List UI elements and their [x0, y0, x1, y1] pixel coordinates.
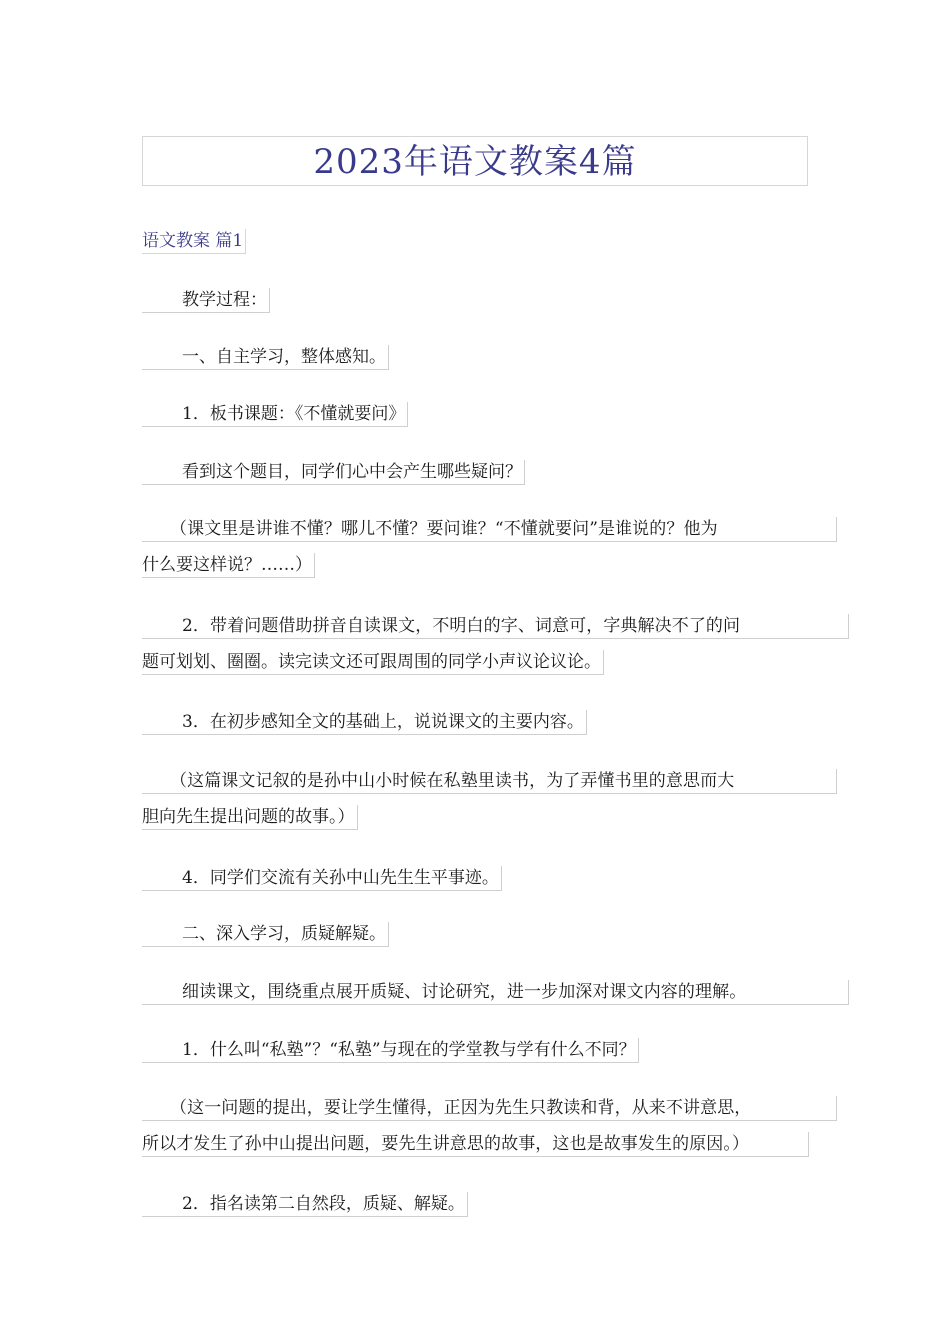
paragraph [142, 345, 389, 381]
paragraph-line: （这篇课文记叙的是孙中山小时候在私塾里读书，为了弄懂书里的意思而大 [142, 769, 837, 794]
paragraph [142, 1192, 468, 1228]
paragraph [142, 980, 849, 1016]
paragraph [142, 769, 837, 841]
paragraph-line: 教学过程： [142, 288, 270, 313]
paragraph [142, 614, 849, 686]
paragraph-line: （这一问题的提出，要让学生懂得，正因为先生只教读和背，从来不讲意思， [142, 1096, 837, 1121]
paragraph-line: 1．什么叫“私塾”？“私塾”与现在的学堂教与学有什么不同？ [142, 1038, 639, 1063]
paragraph-line: 1．板书课题：《不懂就要问》 [142, 402, 408, 427]
document-title: 2023年语文教案4篇 [313, 142, 637, 182]
paragraph-line: 一、自主学习，整体感知。 [142, 345, 389, 370]
paragraph-line: 什么要这样说？……） [142, 553, 315, 578]
paragraph-line: 2．指名读第二自然段，质疑、解疑。 [142, 1192, 468, 1217]
paragraph [142, 1038, 639, 1074]
paragraph [142, 288, 270, 324]
paragraph [142, 922, 389, 958]
paragraph-line: 题可划划、圈圈。读完读文还可跟周围的同学小声议论议论。 [142, 650, 604, 675]
title-box [142, 136, 808, 186]
paragraph-line: 二、深入学习，质疑解疑。 [142, 922, 389, 947]
paragraph-line: （课文里是讲谁不懂？哪儿不懂？要问谁？“不懂就要问”是谁说的？他为 [142, 517, 837, 542]
paragraph-line: 细读课文，围绕重点展开质疑、讨论研究，进一步加深对课文内容的理解。 [142, 980, 849, 1005]
paragraph-line: 所以才发生了孙中山提出问题，要先生讲意思的故事，这也是故事发生的原因。） [142, 1132, 809, 1157]
paragraph [142, 1096, 837, 1168]
paragraph [142, 517, 837, 589]
paragraph [142, 710, 587, 746]
paragraph [142, 866, 502, 902]
paragraph [142, 402, 408, 438]
paragraph-line: 2．带着问题借助拼音自读课文，不明白的字、词意可，字典解决不了的问 [142, 614, 849, 639]
paragraph-line: 4．同学们交流有关孙中山先生生平事迹。 [142, 866, 502, 891]
paragraph-line: 胆向先生提出问题的故事。） [142, 805, 358, 830]
paragraph [142, 460, 525, 496]
section-heading: 语文教案 篇1 [142, 229, 246, 254]
paragraph-line: 看到这个题目，同学们心中会产生哪些疑问？ [142, 460, 525, 485]
paragraph-line: 3．在初步感知全文的基础上，说说课文的主要内容。 [142, 710, 587, 735]
